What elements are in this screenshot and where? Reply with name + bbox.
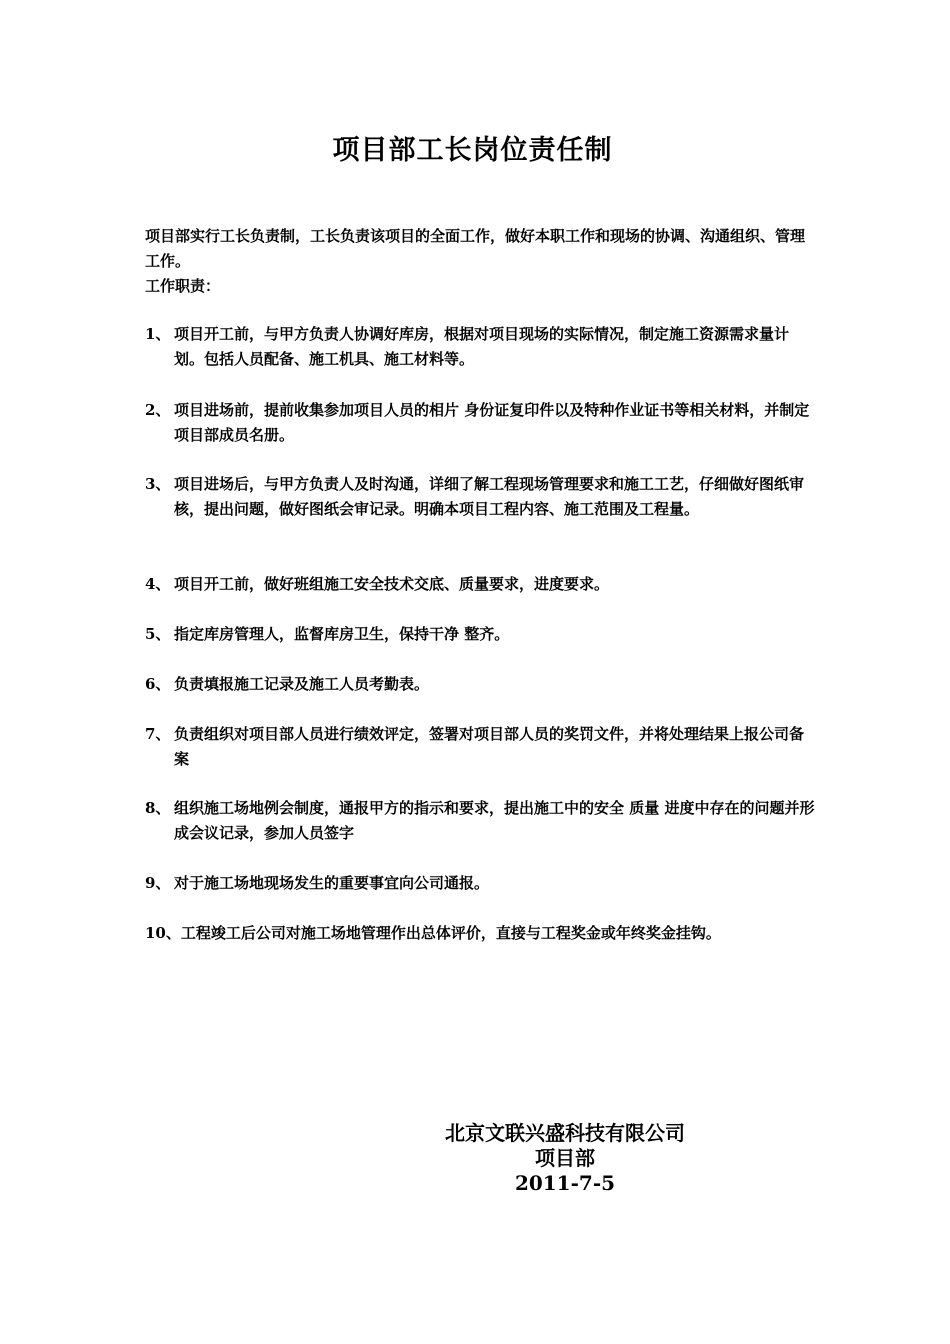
- duty-item-4: [145, 572, 815, 597]
- duty-number: 7、: [145, 725, 171, 743]
- duty-text: 对于施工场地现场发生的重要事宜向公司通报。: [174, 874, 490, 892]
- duty-item-7: [145, 722, 815, 772]
- duty-number: 8、: [145, 799, 171, 817]
- duty-text: 项目开工前，做好班组施工安全技术交底、质量要求，进度要求。: [174, 575, 610, 593]
- duty-item-2: [145, 398, 815, 448]
- duty-item-3: [145, 472, 815, 522]
- duty-text: 项目进场前，提前收集参加项目人员的相片 身份证复印件以及特种作业证书等相关材料，并制定项目部成员名册。: [174, 401, 810, 444]
- duty-item-8: [145, 796, 815, 846]
- duty-text: 负责填报施工记录及施工人员考勤表。: [174, 675, 430, 693]
- duty-number: 9、: [145, 874, 171, 892]
- signature-department: 项目部: [535, 1146, 595, 1170]
- duty-text-body: 工程竣工后公司对施工场地管理作出总体评价，直接与工程奖金或年终奖金挂钩。: [180, 924, 721, 942]
- duty-number: 1、: [145, 325, 171, 343]
- duty-number: 6、: [145, 675, 171, 693]
- duty-item-9: [145, 871, 815, 896]
- intro-paragraph: 项目部实行工长负责制，工长负责该项目的全面工作，做好本职工作和现场的协调、沟通组织、管理工作。: [145, 227, 806, 270]
- duty-number: 2、: [145, 401, 171, 419]
- duty-number: 10、: [145, 924, 181, 942]
- duties-label: 工作职责：: [145, 277, 221, 295]
- duty-number: 3、: [145, 475, 171, 493]
- signature-company: 北京文联兴盛科技有限公司: [445, 1121, 685, 1145]
- duty-text: 项目开工前，与甲方负责人协调好库房，根据对项目现场的实际情况，制定施工资源需求量计划。包括人员配备、施工机具、施工材料等。: [174, 325, 790, 368]
- duty-number: 4、: [145, 575, 171, 593]
- signature-date: 2011-7-5: [514, 1171, 616, 1195]
- duty-number: 5、: [145, 625, 171, 643]
- duty-item-5: [145, 622, 815, 647]
- duty-item-10: [145, 921, 815, 946]
- duty-text: 负责组织对项目部人员进行绩效评定，签署对项目部人员的奖罚文件，并将处理结果上报公司备案: [174, 725, 805, 768]
- duty-text: 组织施工场地例会制度，通报甲方的指示和要求，提出施工中的安全 质量 进度中存在的问题并形成会议记录，参加人员签字: [174, 799, 815, 842]
- duty-item-1: [145, 322, 815, 372]
- duty-text: 项目进场后，与甲方负责人及时沟通，详细了解工程现场管理要求和施工工艺，仔细做好图纸审核，提出问题，做好图纸会审记录。明确本项目工程内容、施工范围及工程量。: [174, 475, 805, 518]
- duty-text: 指定库房管理人，监督库房卫生，保持干净 整齐。: [174, 625, 510, 643]
- duty-item-6: [145, 672, 815, 697]
- document-title: 项目部工长岗位责任制: [332, 135, 613, 166]
- duty-text: [145, 921, 815, 946]
